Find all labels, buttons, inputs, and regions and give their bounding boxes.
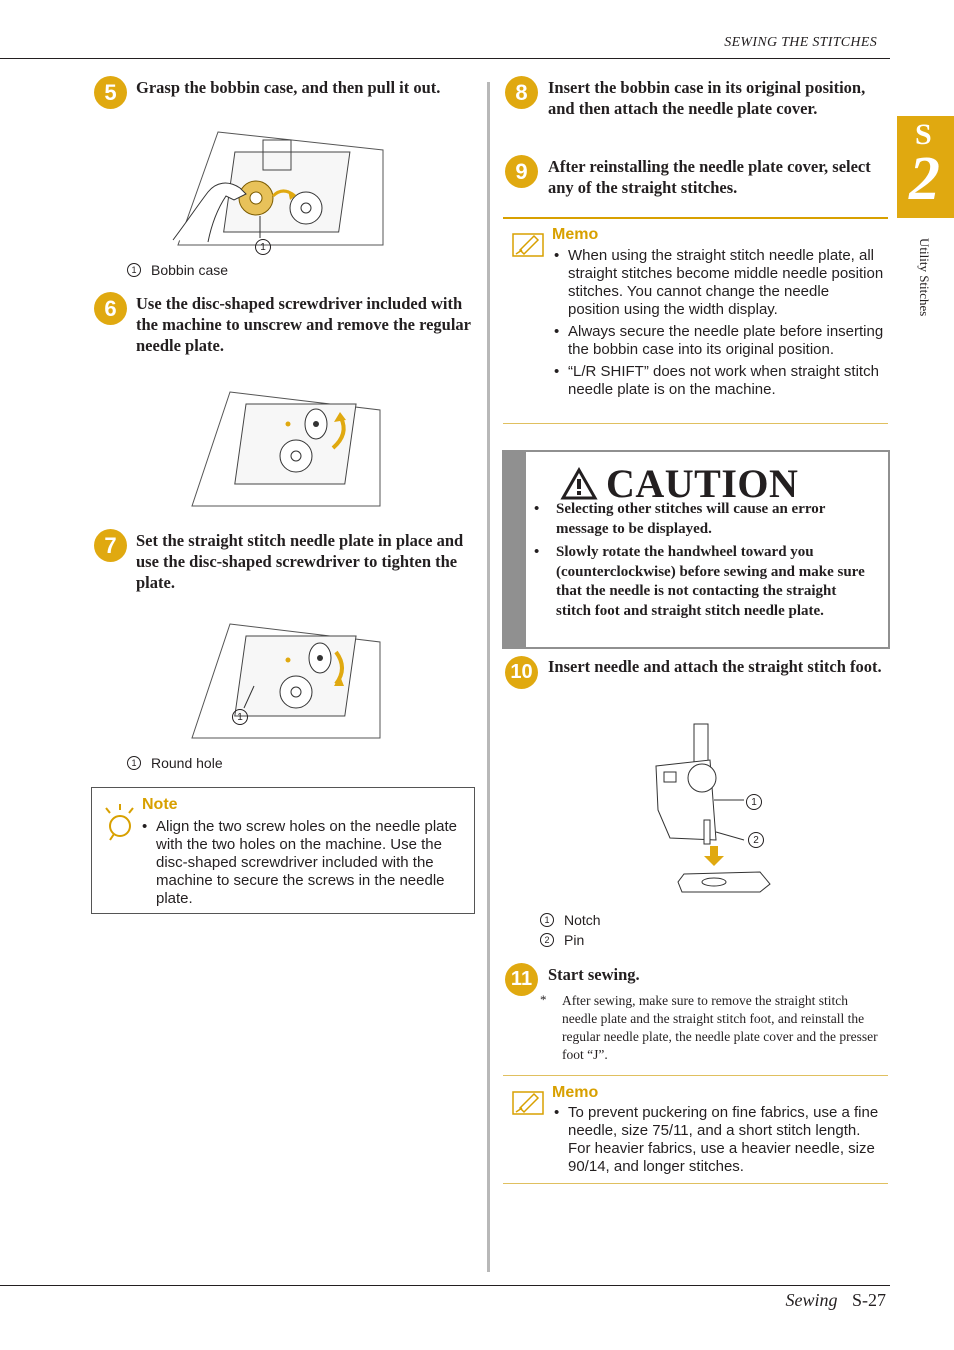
column-divider: [487, 82, 490, 1272]
caution-list: [534, 500, 869, 625]
memo-title: Memo: [552, 226, 599, 243]
step-5-text: Grasp the bobbin case, and then pull it out.: [136, 78, 441, 97]
caution-box: [502, 450, 890, 649]
step-7-text: Set the straight stitch needle plate in place and use the disc-shaped screwdriver to tighten the plate.: [136, 531, 464, 592]
header-rule: [0, 58, 890, 59]
step-6-text: Use the disc-shaped screwdriver included with the machine to unscrew and remove the regular needle plate.: [136, 294, 471, 355]
step-11-text: Start sewing.: [548, 965, 640, 984]
callout-2: 2: [748, 832, 764, 848]
warning-triangle-icon: [560, 467, 598, 501]
memo-bottom-rule: [503, 423, 888, 424]
caption-round-hole: [127, 755, 223, 771]
step-6-badge: 6: [94, 292, 127, 325]
step-8-text: Insert the bobbin case in its original position, and then attach the needle plate cover.: [548, 78, 866, 118]
page-number: S-27: [851, 1290, 886, 1310]
chapter-side-label: Utility Stitches: [917, 238, 932, 317]
caption-label: Bobbin case: [151, 262, 229, 278]
memo-list: [554, 247, 884, 399]
chapter-tab: [897, 116, 954, 218]
step-11-note-mark: *: [540, 992, 547, 1007]
memo-item: • When using the straight stitch needle plate, all straight stitches become middle needle position stitches. You cannot change the needle position using the width display.: [554, 247, 884, 319]
caption-number: 2: [540, 933, 554, 947]
memo-list: [554, 1104, 884, 1176]
step-10-badge: 10: [505, 656, 538, 689]
footer-rule: [0, 1285, 890, 1286]
step-7-badge: 7: [94, 529, 127, 562]
callout-1: 1: [255, 239, 271, 255]
note-box: [91, 787, 475, 914]
caption-label: Notch: [564, 912, 601, 928]
caption-number: 1: [127, 263, 141, 277]
needle-plate-removal-illustration: [188, 390, 384, 508]
note-title: Note: [142, 796, 178, 813]
step-11-badge: 11: [505, 963, 538, 996]
callout-1: 1: [232, 709, 248, 725]
page-footer: [785, 1290, 886, 1311]
memo-top-rule: [503, 217, 888, 219]
caution-item: • Selecting other stitches will cause an error message to be displayed.: [534, 500, 869, 539]
memo-top-rule: [503, 1075, 888, 1076]
memo-item: • To prevent puckering on fine fabrics, use a fine needle, size 75/11, and a short stitch length. For heavier fabrics, use a heavier needle, size 90/14, and longer stitches.: [554, 1104, 884, 1176]
memo-item: • Always secure the needle plate before inserting the bobbin case into its original position.: [554, 323, 884, 359]
bobbin-case-illustration: [168, 130, 390, 250]
memo-bottom-rule: [503, 1183, 888, 1184]
caution-item: • Slowly rotate the handwheel toward you (counterclockwise) before sewing and make sure that the needle is not contacting the straight stitch foot and straight stitch needle plate.: [534, 543, 869, 621]
straight-stitch-plate-illustration: [188, 622, 384, 740]
caption-number: 1: [540, 913, 554, 927]
memo-title: Memo: [552, 1084, 599, 1101]
chapter-tab-number: 2: [909, 145, 940, 213]
caption-pin: [540, 932, 584, 948]
caption-notch: [540, 912, 601, 928]
step-9-badge: 9: [505, 155, 538, 188]
chapter-tab-letter: S: [915, 118, 932, 151]
note-item: • Align the two screw holes on the needle plate with the two holes on the machine. Use the disc-shaped screwdriver included with the machine to secure the screws in the needle plate.: [142, 818, 462, 908]
step-11-note-text: After sewing, make sure to remove the straight stitch needle plate and the straight stitch foot, and reinstall the regular needle plate, the needle plate cover and the presser foot “J”.: [562, 993, 878, 1062]
note-list: [142, 818, 462, 908]
memo-pencil-icon: [512, 1086, 546, 1116]
step-10-text: Insert needle and attach the straight stitch foot.: [548, 657, 882, 676]
step-9-text: After reinstalling the needle plate cover, select any of the straight stitches.: [548, 157, 871, 197]
caption-number: 1: [127, 756, 141, 770]
step-8-badge: 8: [505, 76, 538, 109]
step-5-badge: 5: [94, 76, 127, 109]
caption-label: Round hole: [151, 755, 223, 771]
caution-bar: [504, 452, 526, 647]
caption-label: Pin: [564, 932, 585, 948]
lightbulb-icon: [102, 802, 136, 842]
memo-pencil-icon: [512, 228, 546, 258]
memo-item: • “L/R SHIFT” does not work when straight stitch needle plate is on the machine.: [554, 363, 884, 399]
caution-title: CAUTION: [606, 461, 799, 506]
caption-bobbin-case: [127, 262, 228, 278]
callout-1: 1: [746, 794, 762, 810]
footer-section: Sewing: [785, 1290, 838, 1310]
running-header: SEWING THE STITCHES: [724, 35, 877, 50]
